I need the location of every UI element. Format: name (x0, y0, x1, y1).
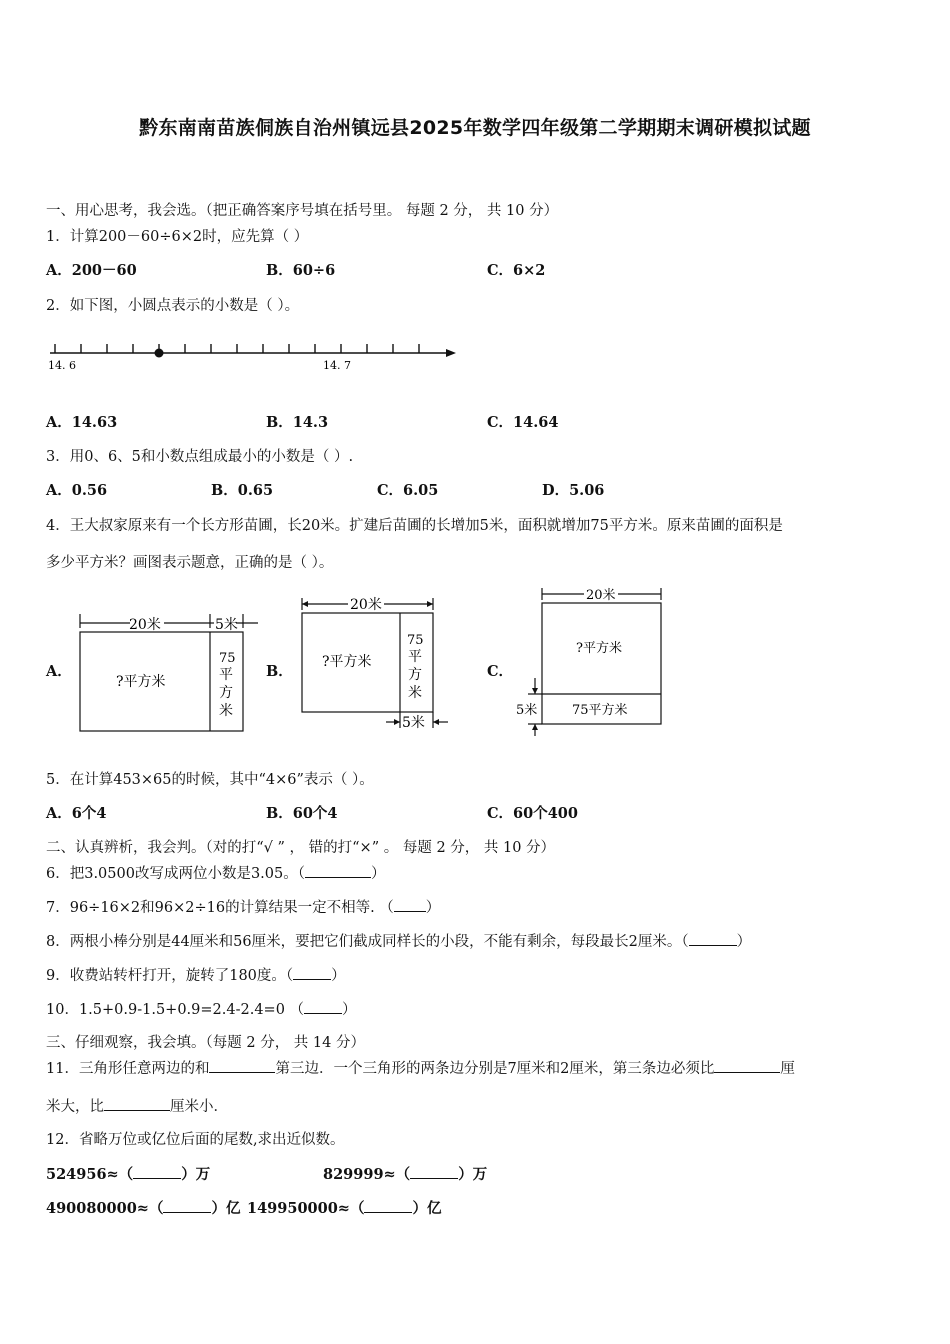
question-11-line1: 11．三角形任意两边的和 第三边．一个三角形的两条边分别是7厘米和2厘米，第三条边必须比 厘 (46, 1058, 795, 1079)
question-12: 12．省略万位或亿位后面的尾数,求出近似数。 (46, 1132, 345, 1148)
q2-option-b: B．14.3 (266, 414, 329, 431)
q2-option-a: A．14.63 (46, 414, 118, 431)
question-9: 9．收费站转杆打开，旋转了180度。（ ） (46, 965, 346, 986)
answer-blank[interactable] (714, 1058, 780, 1073)
q12-row2-left: 490080000≈（ ）亿 (46, 1200, 241, 1217)
question-2: 2．如下图，小圆点表示的小数是（ ）。 (46, 298, 300, 314)
q5-option-a: A．6个4 (46, 805, 107, 822)
answer-blank[interactable] (104, 1096, 170, 1111)
q12-row1-right: 829999≈（ ）万 (323, 1166, 488, 1183)
fig-b-c2: 平 (408, 649, 422, 665)
question-6: 6．把3.0500改写成两位小数是3.05。（ ） (46, 863, 386, 884)
number-line-figure (46, 336, 466, 376)
answer-blank[interactable] (305, 863, 371, 878)
fig-c-bottom: 75平方米 (572, 703, 628, 718)
q3-option-a: A．0.56 (46, 482, 108, 499)
fig-a-top20: 20米 (129, 617, 161, 633)
fig-b-c4: 米 (408, 685, 422, 701)
answer-blank[interactable] (304, 999, 342, 1014)
q4-option-a: A． (46, 663, 72, 680)
fig-a-top5: 5米 (215, 617, 238, 633)
question-11-line2: 米大，比 厘米小． (46, 1096, 228, 1117)
q3-option-d: D．5.06 (542, 482, 605, 499)
q5-option-b: B．60个4 (266, 805, 338, 822)
fig-c-area: ?平方米 (576, 641, 622, 656)
page-title: 黔东南南苗族侗族自治州镇远县2025年数学四年级第二学期期末调研模拟试题 (139, 117, 811, 139)
answer-blank[interactable] (410, 1164, 458, 1179)
section1-heading: 一、用心思考，我会选。（把正确答案序号填在括号里。 每题 2 分， 共 10 分） (46, 203, 559, 219)
dot-marker (155, 349, 164, 358)
q12-row1-left: 524956≈（ ）万 (46, 1166, 211, 1183)
section2-heading: 二、认真辨析，我会判。（对的打“√ ” ， 错的打“×” 。 每题 2 分， 共 10 分） (46, 840, 556, 856)
question-8: 8．两根小棒分别是44厘米和56厘米，要把它们截成同样长的小段，不能有剩余，每段最长2厘米。（ ） (46, 931, 751, 952)
q5-option-c: C．60个400 (487, 805, 578, 822)
fig-a-c4: 米 (219, 703, 233, 719)
question-4-line2: 多少平方米？画图表示题意，正确的是（ ）。 (46, 555, 334, 571)
figure-b (296, 594, 456, 736)
question-4-line1: 4．王大叔家原来有一个长方形苗圃，长20米。扩建后苗圃的长增加5米，面积就增加75平方米。原来苗圃的面积是 (46, 518, 783, 534)
question-3: 3．用0、6、5和小数点组成最小的小数是（ ）. (46, 449, 354, 465)
arrow-icon (446, 349, 456, 357)
fig-b-area: ?平方米 (322, 654, 372, 670)
fig-a-c1: 75 (219, 651, 236, 666)
answer-blank[interactable] (364, 1198, 412, 1213)
fig-a-c3: 方 (219, 685, 233, 701)
answer-blank[interactable] (209, 1058, 275, 1073)
figure-a (74, 610, 264, 736)
q12-row2-right: 149950000≈（ ）亿 (247, 1200, 442, 1217)
fig-c-side5: 5米 (516, 703, 538, 718)
q4-option-b: B． (266, 663, 293, 680)
question-7: 7．96÷16×2和96×2÷16的计算结果一定不相等. （ ） (46, 897, 440, 918)
fig-a-area: ?平方米 (116, 674, 166, 690)
q2-option-c: C．14.64 (487, 414, 559, 431)
q3-option-c: C．6.05 (377, 482, 439, 499)
section3-heading: 三、仔细观察，我会填。（每题 2 分， 共 14 分） (46, 1035, 365, 1051)
fig-b-top20: 20米 (350, 597, 382, 613)
figure-c (514, 584, 670, 740)
q3-option-b: B．0.65 (211, 482, 274, 499)
question-5: 5．在计算453×65的时候，其中“4×6”表示（ ）。 (46, 772, 374, 788)
numberline-left-label: 14. 6 (48, 359, 76, 372)
q1-option-b: B．60÷6 (266, 262, 336, 279)
question-10: 10．1.5+0.9-1.5+0.9=2.4-2.4=0 （ ） (46, 999, 357, 1020)
fig-b-c3: 方 (408, 667, 422, 683)
question-1: 1．计算200－60÷6×2时，应先算（ ） (46, 229, 309, 245)
numberline-right-label: 14. 7 (323, 359, 351, 372)
fig-a-c2: 平 (219, 667, 233, 683)
q1-option-c: C．6×2 (487, 262, 546, 279)
fig-b-bot5: 5米 (402, 715, 425, 731)
fig-b-c1: 75 (407, 633, 424, 648)
q1-option-a: A．200－60 (46, 262, 137, 279)
fig-c-top20: 20米 (586, 588, 616, 603)
answer-blank[interactable] (133, 1164, 181, 1179)
answer-blank[interactable] (689, 931, 737, 946)
q4-option-c: C． (487, 663, 514, 680)
answer-blank[interactable] (394, 897, 426, 912)
answer-blank[interactable] (163, 1198, 211, 1213)
answer-blank[interactable] (293, 965, 331, 980)
